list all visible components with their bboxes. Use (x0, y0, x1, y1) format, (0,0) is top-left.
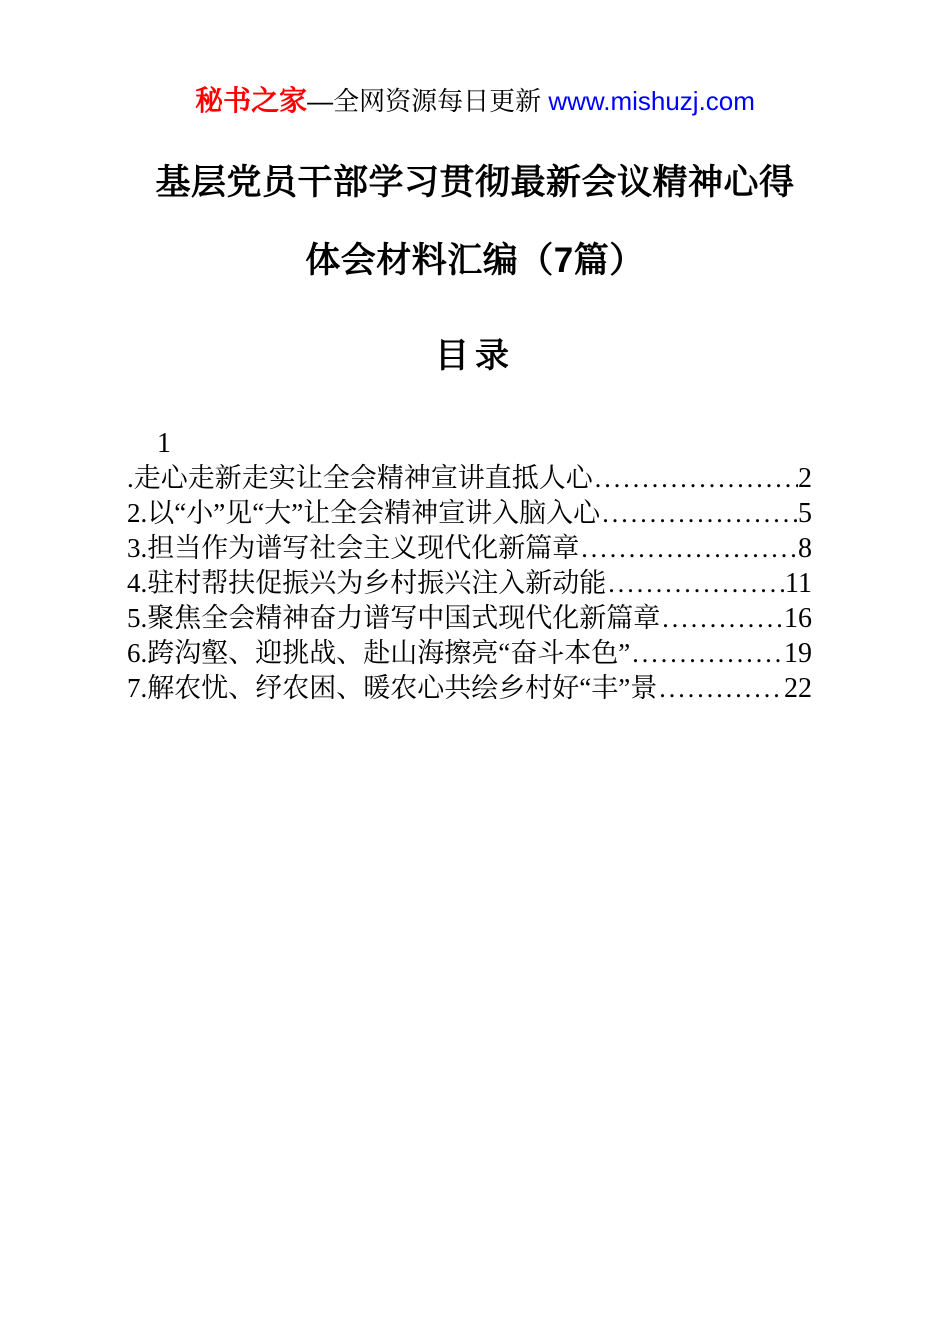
toc-entry-page: 22 (784, 673, 812, 704)
title-line-2: 体会材料汇编（7篇） (305, 241, 645, 280)
toc-entry-page: 11 (785, 568, 812, 599)
toc-entry-label: 2.以“小”见“大”让全会精神宣讲入脑入心 (127, 498, 601, 528)
toc-entry-label: 7.解农忧、纾农困、暖农心共绘乡村好“丰”景 (127, 673, 658, 703)
header-tagline: —全网资源每日更新 (307, 86, 549, 116)
dot-leader (595, 462, 798, 496)
toc-orphan-number: 1 (157, 428, 171, 459)
page-header (0, 84, 950, 118)
dot-leader (608, 567, 785, 601)
toc-entry[interactable] (127, 636, 812, 671)
dot-leader (602, 497, 798, 531)
toc-entry[interactable] (127, 601, 812, 636)
toc-entry-page: 19 (784, 638, 812, 669)
toc-entry-page: 2 (798, 463, 812, 494)
title-line-1: 基层党员干部学习贯彻最新会议精神心得 (155, 163, 795, 202)
toc-entry[interactable] (127, 671, 812, 706)
toc-entry[interactable] (127, 461, 812, 496)
toc-entry-page: 5 (798, 498, 812, 529)
toc-entry-page: 16 (784, 603, 812, 634)
site-url-link[interactable]: www.mishuzj.com (548, 86, 755, 116)
toc-heading: 目录 (435, 337, 515, 375)
document-title (0, 144, 950, 300)
toc-list (127, 427, 812, 706)
dot-leader (662, 602, 784, 636)
dot-leader (632, 637, 784, 671)
toc-entry-label: 4.驻村帮扶促振兴为乡村振兴注入新动能 (127, 568, 607, 598)
toc-entry-label: .走心走新走实让全会精神宣讲直抵人心 (127, 463, 593, 493)
dot-leader (659, 672, 784, 706)
toc-entry-label: 3.担当作为谱写社会主义现代化新篇章 (127, 533, 580, 563)
toc-entry[interactable] (127, 496, 812, 531)
brand-name: 秘书之家 (195, 85, 308, 116)
toc-entry[interactable] (127, 531, 812, 566)
dot-leader (581, 532, 798, 566)
toc-entry-label: 6.跨沟壑、迎挑战、赴山海擦亮“奋斗本色” (127, 638, 631, 668)
toc-entry-page: 8 (798, 533, 812, 564)
toc-entry-label: 5.聚焦全会精神奋力谱写中国式现代化新篇章 (127, 603, 661, 633)
toc-entry[interactable] (127, 566, 812, 601)
